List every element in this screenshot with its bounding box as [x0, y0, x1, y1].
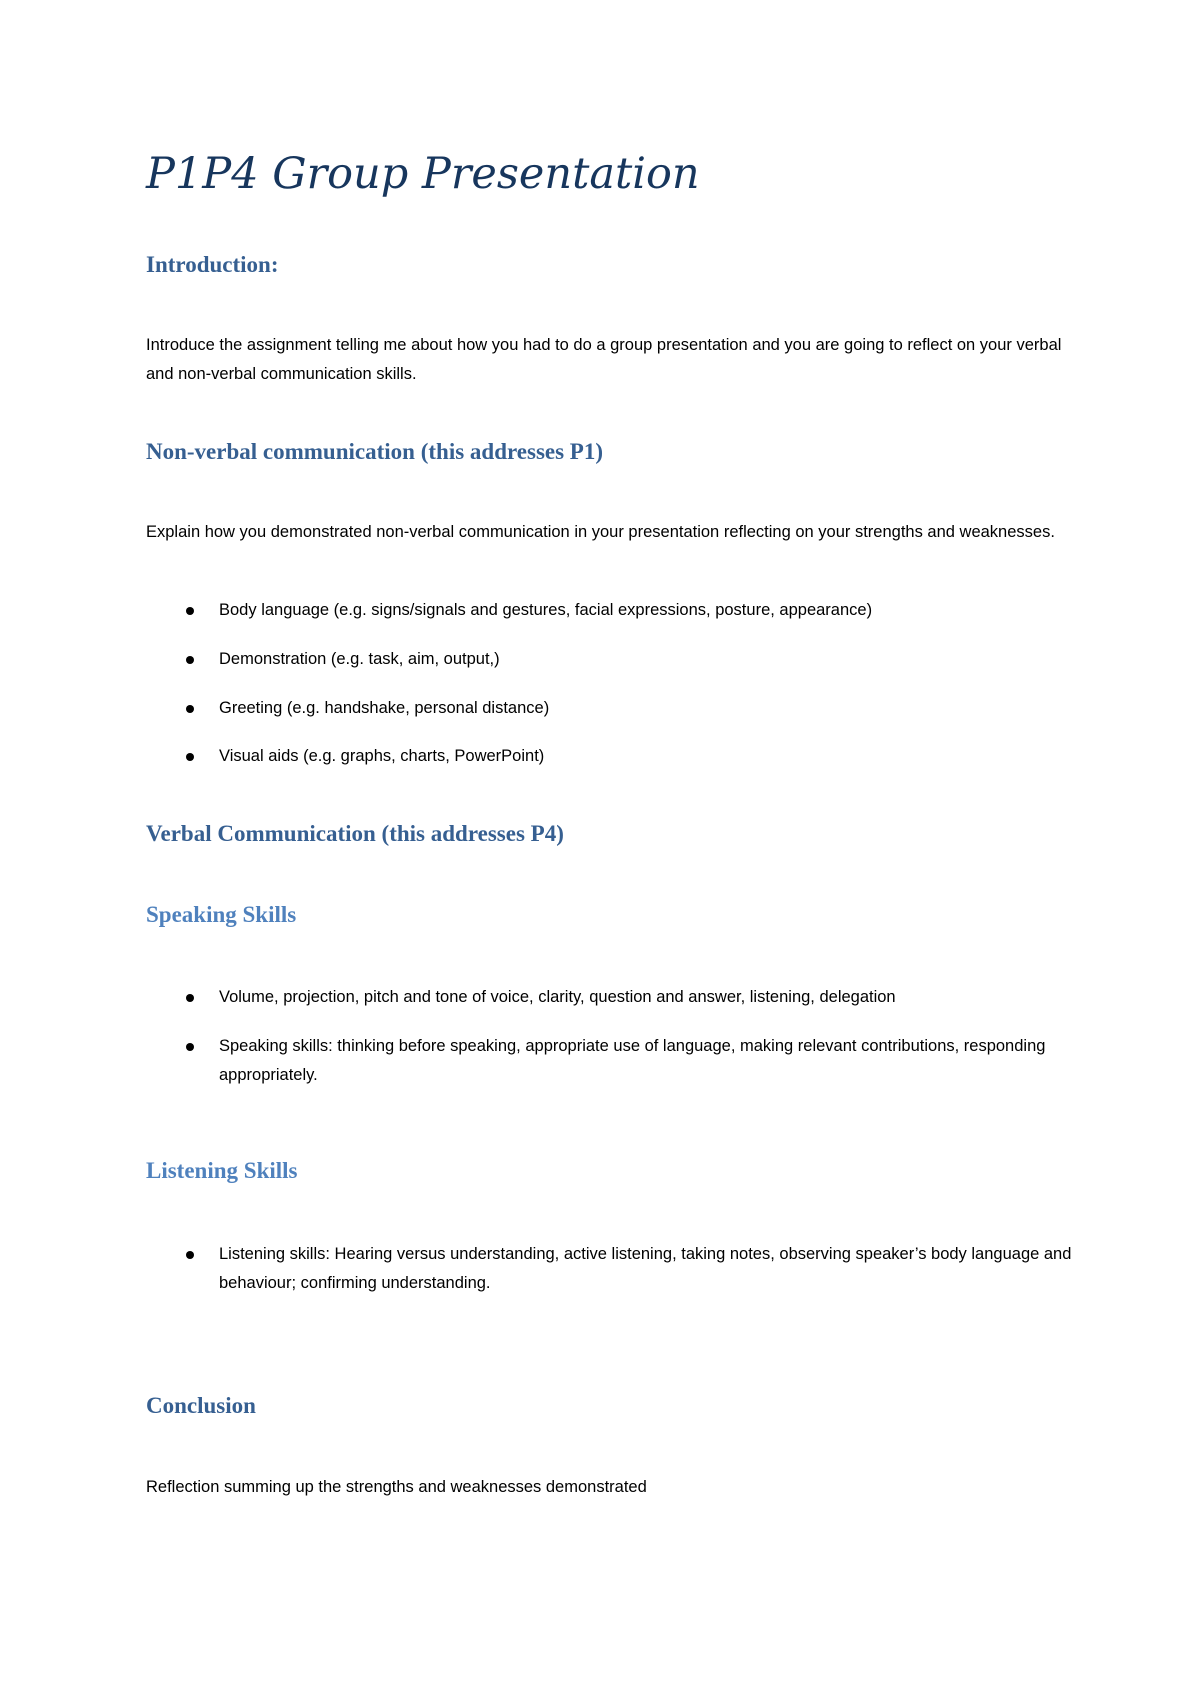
introduction-paragraph: Introduce the assignment telling me about how you had to do a group presentation and you are going to reflect on your verbal and non-verbal communication skills.	[146, 336, 1062, 383]
heading-conclusion: Conclusion	[146, 1393, 256, 1418]
document-title: P1P4 Group Presentation	[146, 149, 700, 199]
heading-nonverbal: Non-verbal communication (this addresses P1)	[146, 439, 604, 464]
bullet-icon	[186, 1043, 194, 1051]
heading-verbal: Verbal Communication (this addresses P4)	[146, 821, 564, 846]
heading-speaking-skills: Speaking Skills	[146, 902, 297, 927]
list-item-text: Speaking skills: thinking before speaking, appropriate use of language, making relevant contributions, responding appropriately.	[219, 1037, 1046, 1084]
list-item-text: Volume, projection, pitch and tone of voice, clarity, question and answer, listening, delegation	[219, 988, 896, 1006]
bullet-icon	[186, 656, 194, 664]
list-item-text: Body language (e.g. signs/signals and gestures, facial expressions, posture, appearance)	[219, 601, 873, 619]
list-item-text: Listening skills: Hearing versus understanding, active listening, taking notes, observing speaker’s body language and behaviour; confirming understanding.	[219, 1245, 1072, 1292]
nonverbal-paragraph: Explain how you demonstrated non-verbal communication in your presentation reflecting on your strengths and weaknesses.	[146, 523, 1055, 541]
bullet-icon	[186, 1251, 194, 1259]
list-item-text: Greeting (e.g. handshake, personal distance)	[219, 699, 550, 717]
conclusion-paragraph: Reflection summing up the strengths and weaknesses demonstrated	[146, 1478, 647, 1496]
list-item-text: Demonstration (e.g. task, aim, output,)	[219, 650, 500, 668]
bullet-icon	[186, 994, 194, 1002]
bullet-icon	[186, 607, 194, 615]
heading-introduction: Introduction:	[146, 252, 279, 277]
bullet-icon	[186, 753, 194, 761]
heading-listening-skills: Listening Skills	[146, 1158, 298, 1183]
list-item-text: Visual aids (e.g. graphs, charts, PowerPoint)	[219, 747, 545, 765]
bullet-icon	[186, 705, 194, 713]
